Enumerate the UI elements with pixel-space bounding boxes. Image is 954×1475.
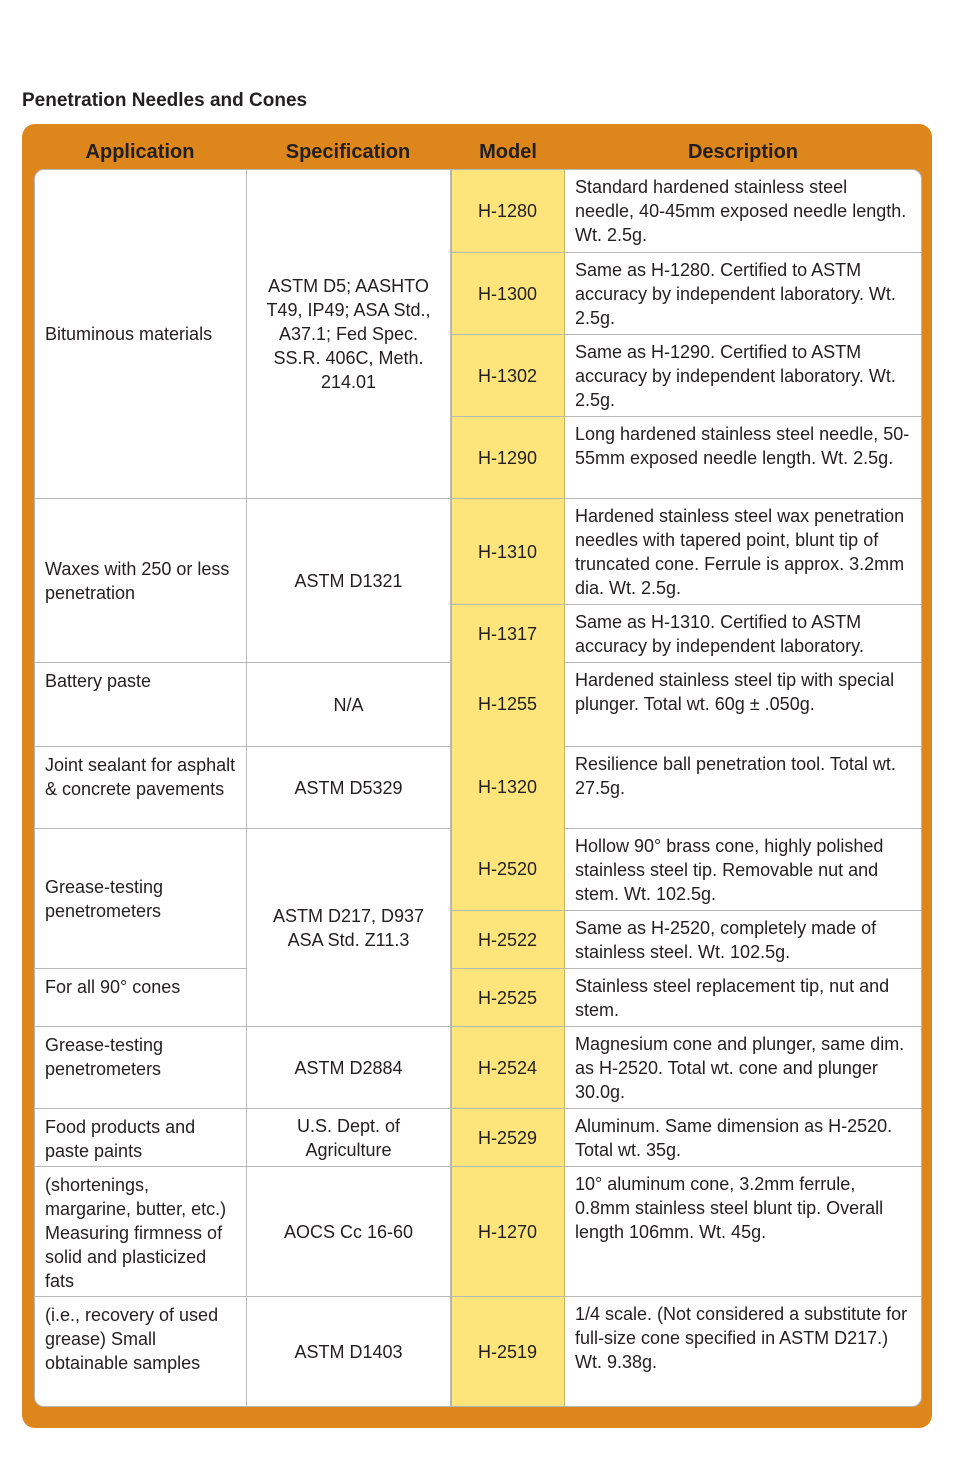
model-cell: H-1280: [451, 170, 565, 252]
description-cell: Same as H-1310. Certified to ASTM accuracy by independent laboratory.: [565, 604, 921, 662]
specification-cell: U.S. Dept. of Agriculture: [247, 1108, 451, 1166]
description-cell: Hardened stainless steel tip with special plunger. Total wt. 60g ± .050g.: [565, 662, 921, 746]
model-cell: H-1317: [451, 604, 565, 662]
model-cell: H-2525: [451, 968, 565, 1026]
description-cell: Same as H-1280. Certified to ASTM accuracy by independent laboratory. Wt. 2.5g.: [565, 252, 921, 334]
specification-cell: ASTM D1321: [247, 498, 451, 662]
header-specification: Specification: [285, 141, 411, 163]
application-cell: For all 90° cones: [35, 968, 247, 1026]
specification-cell: ASTM D5; AASHTO T49, IP49; ASA Std., A37.1; Fed Spec. SS.R. 406C, Meth. 214.01: [247, 170, 451, 498]
description-cell: Resilience ball penetration tool. Total wt. 27.5g.: [565, 746, 921, 828]
product-table: [22, 124, 932, 1428]
header-description: Description: [687, 141, 799, 163]
model-cell: H-1300: [451, 252, 565, 334]
application-cell: Grease-testing penetrometers: [35, 828, 247, 968]
specification-cell: N/A: [247, 662, 451, 746]
specification-cell: ASTM D1403: [247, 1296, 451, 1406]
description-cell: Hollow 90° brass cone, highly polished stainless steel tip. Removable nut and stem. Wt. 102.5g.: [565, 828, 921, 910]
page-title: Penetration Needles and Cones: [22, 90, 308, 111]
description-cell: 10° aluminum cone, 3.2mm ferrule, 0.8mm stainless steel blunt tip. Overall length 106mm. Wt. 45g.: [565, 1166, 921, 1296]
model-cell: H-1290: [451, 416, 565, 498]
model-cell: H-2522: [451, 910, 565, 968]
description-cell: Aluminum. Same dimension as H-2520. Total wt. 35g.: [565, 1108, 921, 1166]
model-cell: H-1270: [451, 1166, 565, 1296]
application-cell: Joint sealant for asphalt & concrete pavements: [35, 746, 247, 828]
application-cell: Food products and paste paints: [35, 1108, 247, 1166]
description-cell: 1/4 scale. (Not considered a substitute for full-size cone specified in ASTM D217.) Wt. 9.38g.: [565, 1296, 921, 1406]
specification-cell: ASTM D5329: [247, 746, 451, 828]
header-application: Application: [85, 141, 195, 163]
specification-cell: ASTM D217, D937 ASA Std. Z11.3: [247, 828, 451, 1026]
description-cell: Standard hardened stainless steel needle, 40-45mm exposed needle length. Wt. 2.5g.: [575, 177, 907, 245]
specification-cell: ASTM D2884: [247, 1026, 451, 1108]
model-cell: H-2520: [451, 828, 565, 910]
model-cell: H-2529: [451, 1108, 565, 1166]
description-cell: Magnesium cone and plunger, same dim. as H-2520. Total wt. cone and plunger 30.0g.: [565, 1026, 921, 1108]
application-cell: (shortenings, margarine, butter, etc.) Measuring firmness of solid and plasticized fats: [35, 1166, 247, 1296]
header-model: Model: [479, 141, 537, 163]
description-cell: Long hardened stainless steel needle, 50-55mm exposed needle length. Wt. 2.5g.: [565, 416, 921, 498]
description-cell: Same as H-1290. Certified to ASTM accuracy by independent laboratory. Wt. 2.5g.: [565, 334, 921, 416]
application-cell: Battery paste: [35, 662, 247, 746]
specification-cell: AOCS Cc 16-60: [247, 1166, 451, 1296]
application-cell: Bituminous materials: [35, 170, 247, 498]
model-cell: H-1320: [451, 746, 565, 828]
model-cell: H-1310: [451, 498, 565, 604]
model-cell: H-2519: [451, 1296, 565, 1406]
model-cell: H-1255: [451, 662, 565, 746]
description-cell: Stainless steel replacement tip, nut and stem.: [565, 968, 921, 1026]
table-body: [34, 169, 922, 1407]
application-cell: Grease-testing penetrometers: [35, 1026, 247, 1108]
application-cell: (i.e., recovery of used grease) Small obtainable samples: [35, 1296, 247, 1406]
description-cell: Hardened stainless steel wax penetration needles with tapered point, blunt tip of truncated cone. Ferrule is approx. 3.2mm dia. Wt. 2.5g.: [565, 498, 921, 604]
application-cell: Waxes with 250 or less penetration: [35, 498, 247, 662]
model-cell: H-1302: [451, 334, 565, 416]
description-cell: Same as H-2520, completely made of stainless steel. Wt. 102.5g.: [565, 910, 921, 968]
model-cell: H-2524: [451, 1026, 565, 1108]
